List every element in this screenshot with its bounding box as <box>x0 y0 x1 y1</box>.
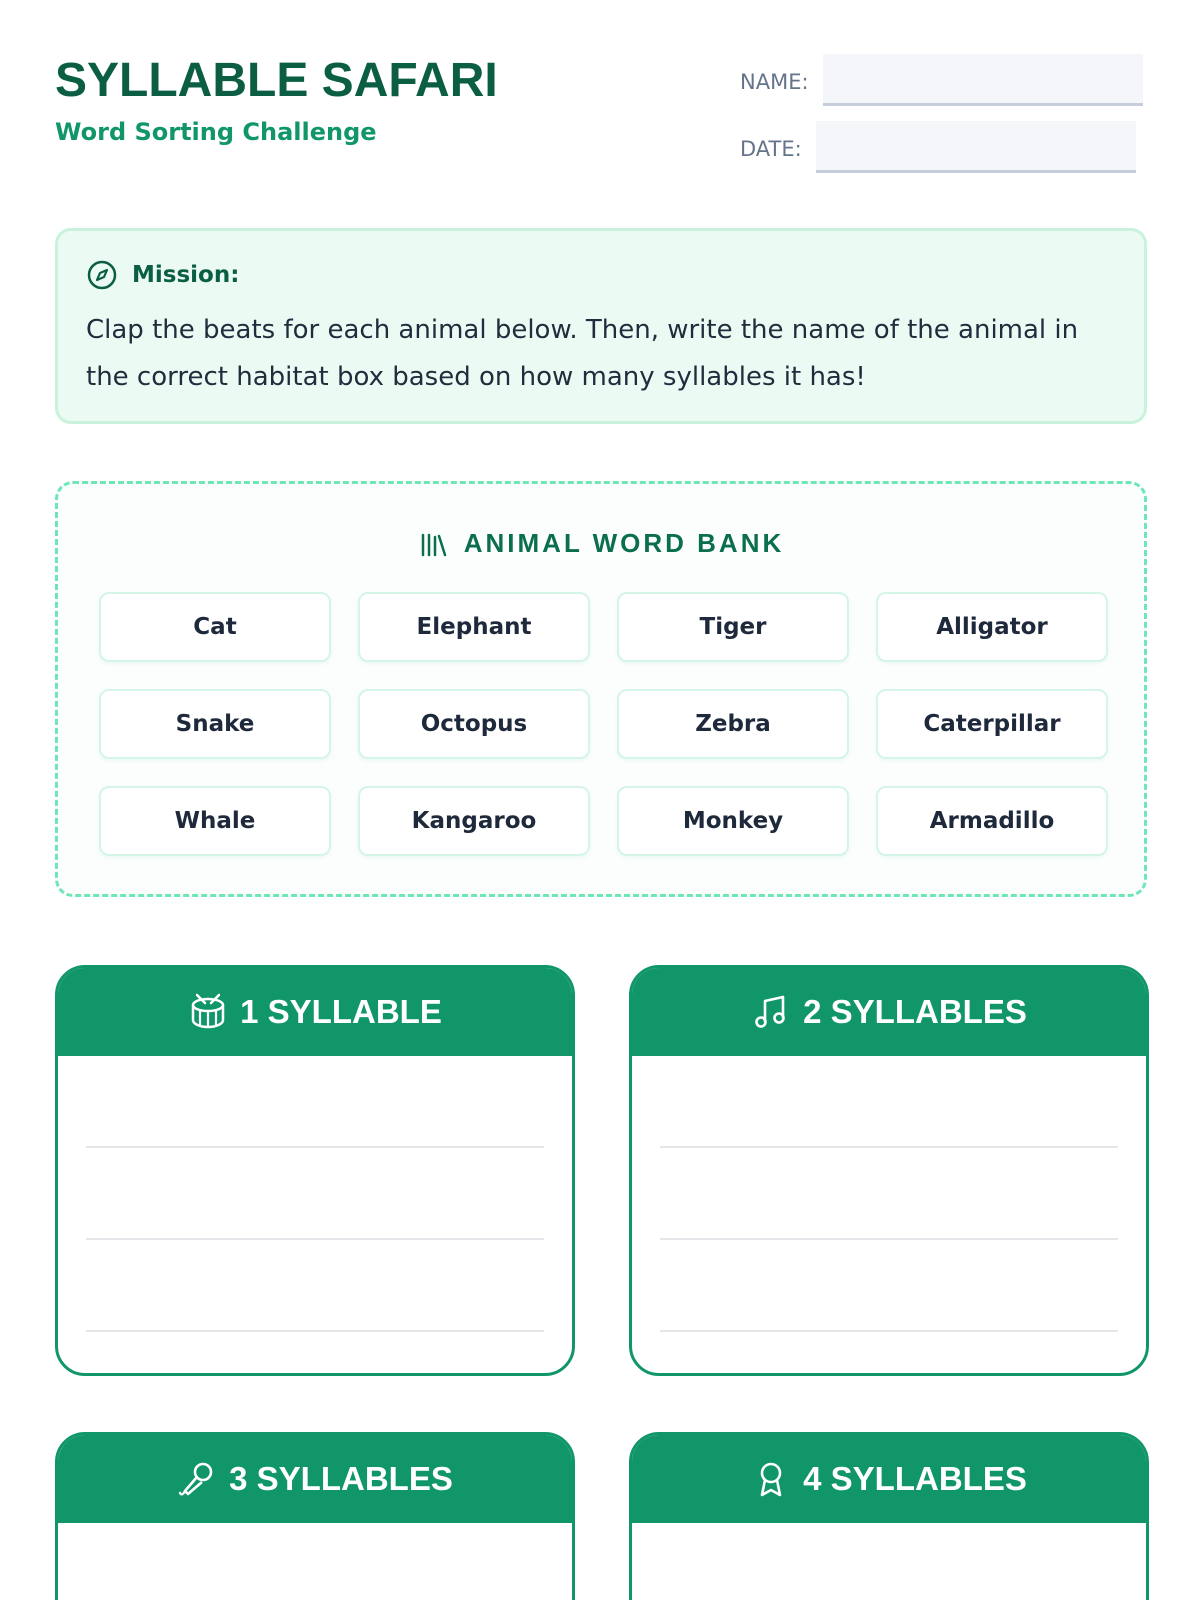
music-note-icon <box>751 992 791 1032</box>
habitat-label: 1 SYLLABLE <box>240 993 442 1030</box>
name-label: NAME: <box>740 70 809 94</box>
name-field-row <box>740 54 1143 106</box>
award-ribbon-icon <box>751 1459 791 1499</box>
habitat-header <box>632 1435 1146 1523</box>
word-bank-title: ANIMAL WORD BANK <box>463 528 785 558</box>
habitat-label: 2 SYLLABLES <box>803 993 1027 1030</box>
word-chip[interactable]: Elephant <box>358 592 590 662</box>
word-chip[interactable]: Octopus <box>358 689 590 759</box>
word-chip[interactable]: Whale <box>99 786 331 856</box>
compass-icon <box>86 259 118 291</box>
microphone-icon <box>177 1459 217 1499</box>
mission-text: Clap the beats for each animal below. Then, write the name of the animal in the correct habitat box based on how many syllables it has! <box>86 315 1079 392</box>
date-label: DATE: <box>740 137 802 161</box>
writing-area <box>58 1056 572 1332</box>
mission-label: Mission: <box>132 262 240 288</box>
word-bank <box>55 481 1147 897</box>
writing-area <box>632 1056 1146 1332</box>
word-chip[interactable]: Caterpillar <box>876 689 1108 759</box>
habitat-box-3-syllables <box>55 1432 575 1600</box>
word-chip[interactable]: Kangaroo <box>358 786 590 856</box>
writing-line[interactable] <box>660 1523 1118 1600</box>
habitat-box-2-syllables <box>629 965 1149 1376</box>
word-chip-grid <box>99 592 1108 856</box>
habitat-header <box>58 1435 572 1523</box>
writing-line[interactable] <box>86 1240 544 1332</box>
writing-line[interactable] <box>660 1148 1118 1240</box>
habitat-header <box>58 968 572 1056</box>
date-field-row <box>740 121 1136 173</box>
habitat-box-4-syllables <box>629 1432 1149 1600</box>
writing-line[interactable] <box>660 1240 1118 1332</box>
word-chip[interactable]: Alligator <box>876 592 1108 662</box>
word-chip[interactable]: Snake <box>99 689 331 759</box>
page-subtitle: Word Sorting Challenge <box>55 118 377 146</box>
mission-heading <box>86 259 1116 291</box>
writing-line[interactable] <box>86 1523 544 1600</box>
writing-line[interactable] <box>86 1148 544 1240</box>
mission-box <box>55 228 1147 424</box>
habitat-box-1-syllable <box>55 965 575 1376</box>
drum-icon <box>188 992 228 1032</box>
word-chip[interactable]: Tiger <box>617 592 849 662</box>
writing-line[interactable] <box>660 1056 1118 1148</box>
word-chip[interactable]: Cat <box>99 592 331 662</box>
writing-area <box>632 1523 1146 1600</box>
name-field[interactable] <box>823 54 1143 106</box>
word-chip[interactable]: Zebra <box>617 689 849 759</box>
library-icon <box>418 529 448 559</box>
page-title: SYLLABLE SAFARI <box>55 54 498 107</box>
word-chip[interactable]: Monkey <box>617 786 849 856</box>
word-bank-heading <box>58 528 1144 559</box>
habitat-header <box>632 968 1146 1056</box>
habitat-label: 4 SYLLABLES <box>803 1460 1027 1497</box>
writing-line[interactable] <box>86 1056 544 1148</box>
date-field[interactable] <box>816 121 1136 173</box>
word-chip[interactable]: Armadillo <box>876 786 1108 856</box>
habitat-label: 3 SYLLABLES <box>229 1460 453 1497</box>
writing-area <box>58 1523 572 1600</box>
